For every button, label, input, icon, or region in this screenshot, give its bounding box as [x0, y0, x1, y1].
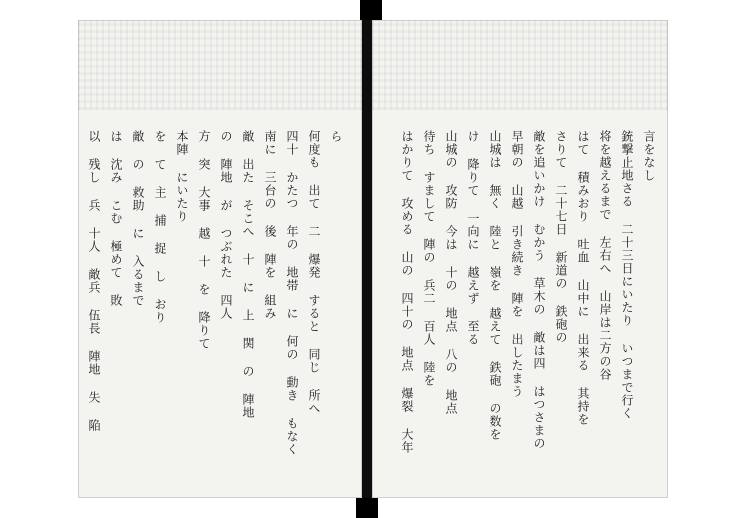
text-column: 山城の 攻防 今は 十の 地点 八の 地点: [444, 130, 458, 415]
right-page: [372, 20, 668, 498]
text-column: 待ち すまして 陣の 兵二 百人 陸を: [422, 130, 436, 387]
text-column: の 陣地 が つぶれた 四人: [219, 130, 233, 320]
text-column: け 降りて 一向に 越えず 至る: [466, 130, 480, 346]
scan-clip-top: [360, 0, 382, 20]
text-column: ら: [329, 130, 343, 143]
text-column: 本陣 にいたり: [175, 130, 189, 223]
text-column: 山城は 無く 陸と 嶺を 越えて 鉄砲 の数を: [488, 130, 502, 441]
text-column: 敵 の 救助 に 入るまで: [131, 130, 145, 307]
text-column: 方 突 大事 越 十 を 降りて: [197, 130, 211, 350]
scan-clip-bottom: [356, 498, 378, 518]
text-column: を て 主 捕 捉 し おり: [153, 130, 167, 324]
text-column: 早朝の 山越 引き続き 陣を 出したまう: [510, 130, 524, 398]
book-gutter: [362, 0, 372, 518]
text-column: 銃撃止地さる 二十三日にいたり いつまで行く: [620, 130, 634, 420]
text-column: 南に 三台の 後 陣を 組み: [263, 130, 277, 320]
text-column: さりて 二十七日 新道の 鉄砲の: [554, 130, 568, 344]
text-column: はかりて 攻める 山の 四十の 地点 爆裂 大年: [400, 130, 414, 454]
text-column: 言をなし: [642, 130, 656, 182]
text-column: はて 積みおり 吐血 山中に 出来る 其持を: [576, 130, 590, 426]
text-column: 四十 かたつ 年の 地帯 に 何の 動き もなく: [285, 130, 299, 456]
left-page: [78, 20, 362, 498]
text-column: 将を越えるまで 左右へ 山岸は二方の谷: [598, 130, 612, 381]
page-texture: [372, 20, 668, 110]
text-column: 敵を追いかけ むかう 草木の 敵は四 はつさまの: [532, 130, 546, 450]
text-column: 以 残し 兵 十人 敵兵 伍長 陣地 失 陥: [87, 130, 101, 432]
page-texture: [78, 20, 362, 110]
text-column: は 沈み こむ 極めて 敗: [109, 130, 123, 307]
text-column: 敵 出た そこへ 十 に 上 関 の 陣地: [241, 130, 255, 419]
text-column: 何度も 出て 二 爆発 すると 同じ 所へ: [307, 130, 321, 415]
